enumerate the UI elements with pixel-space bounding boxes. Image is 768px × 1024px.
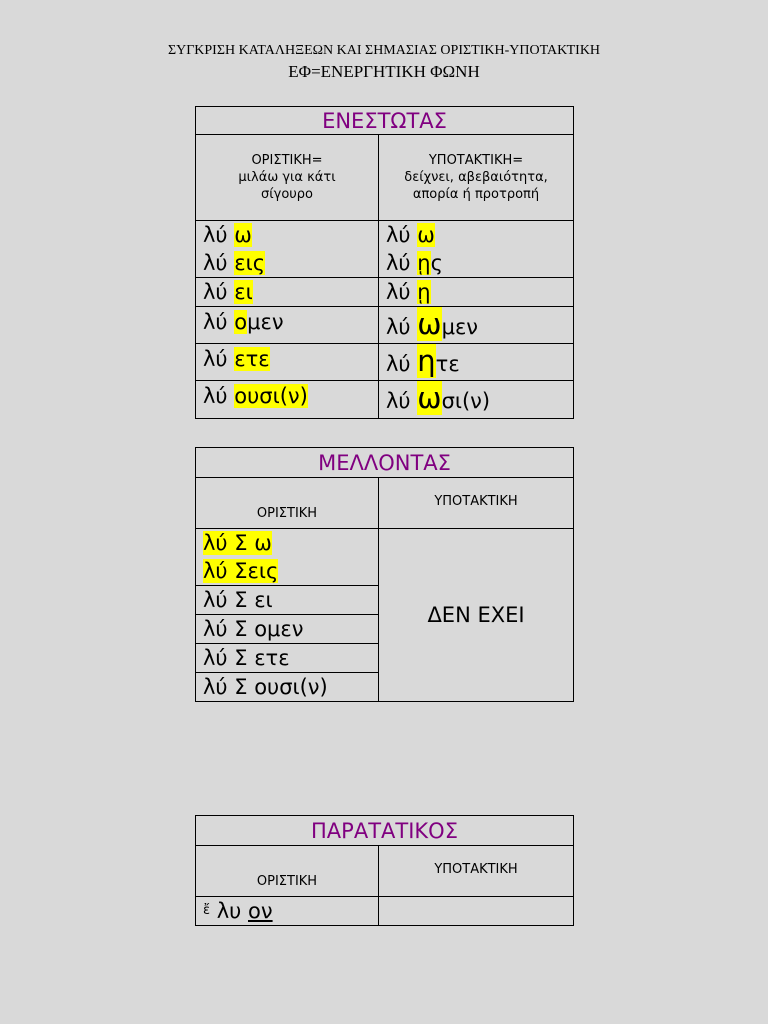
- future-indicative-cell: λύ Σ ει: [196, 586, 379, 615]
- present-title: ΕΝΕΣΤΩΤΑΣ: [196, 107, 574, 135]
- future-indicative-cell: λύ Σ ουσι(ν): [196, 673, 379, 702]
- present-indicative-cell: λύ ει: [196, 278, 379, 307]
- document-subtitle: ΕΦ=ΕΝΕΡΓΗΤΙΚΗ ΦΩΝΗ: [288, 62, 480, 81]
- imperfect-tense-table: [195, 815, 574, 926]
- present-tense-table: [195, 106, 574, 419]
- present-subjunctive-cell: λύ ω λύ ῃς: [379, 221, 574, 278]
- future-tense-table: [195, 447, 574, 702]
- future-title: ΜΕΛΛΟΝΤΑΣ: [196, 448, 574, 478]
- future-subjunctive-none: ΔΕΝ ΕΧΕΙ: [379, 529, 574, 702]
- future-indicative-cell: λύ Σ ετε: [196, 644, 379, 673]
- present-subjunctive-cell: λύ ωσι(ν): [379, 381, 574, 419]
- future-subjunctive-header: ΥΠΟΤΑΚΤΙΚΗ: [379, 478, 574, 529]
- future-indicative-cell: λύ Σ ομεν: [196, 615, 379, 644]
- present-subjunctive-cell: λύ ητε: [379, 344, 574, 381]
- present-subjunctive-cell: λύ ωμεν: [379, 307, 574, 344]
- present-indicative-cell: λύ ω λύ εις: [196, 221, 379, 278]
- future-indicative-header: ΟΡΙΣΤΙΚΗ: [196, 478, 379, 529]
- imperfect-indicative-header: ΟΡΙΣΤΙΚΗ: [196, 846, 379, 897]
- present-subjunctive-header: ΥΠΟΤΑΚΤΙΚΗ= δείχνει, αβεβαιότητα, απορία ή προτροπή: [379, 135, 574, 221]
- present-indicative-cell: λύ ουσι(ν): [196, 381, 379, 419]
- document-title: ΣΥΓΚΡΙΣΗ ΚΑΤΑΛΗΞΕΩΝ ΚΑΙ ΣΗΜΑΣΙΑΣ ΟΡΙΣΤΙΚΗ-ΥΠΟΤΑΚΤΙΚΗ: [167, 43, 601, 58]
- present-indicative-cell: λύ ομεν: [196, 307, 379, 344]
- present-subjunctive-cell: λύ ῃ: [379, 278, 574, 307]
- imperfect-title: ΠΑΡΑΤΑΤΙΚΟΣ: [196, 816, 574, 846]
- imperfect-subjunctive-header: ΥΠΟΤΑΚΤΙΚΗ: [379, 846, 574, 897]
- imperfect-indicative-cell: $^ἔ$ λυ ον: [196, 897, 379, 926]
- present-indicative-header: ΟΡΙΣΤΙΚΗ= μιλάω για κάτι σίγουρο: [196, 135, 379, 221]
- present-indicative-cell: λύ ετε: [196, 344, 379, 381]
- imperfect-subjunctive-cell: [379, 897, 574, 926]
- future-indicative-cell: λύ Σ ω λύ Σεις: [196, 529, 379, 586]
